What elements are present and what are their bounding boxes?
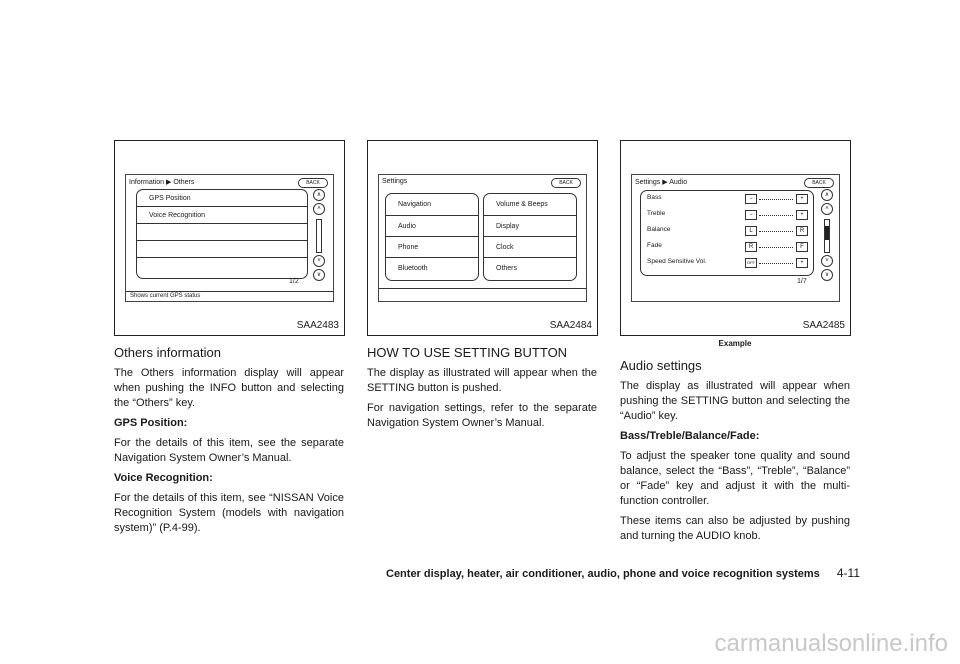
paragraph: To adjust the speaker tone quality and sound balance, select the “Bass”, “Treble”, “Balance” or “Fade” key and adjust it with the multi-function controller. [620, 450, 850, 507]
paragraph: For the details of this item, see the separate Navigation System Owner’s Manual. [114, 437, 344, 464]
speed-vol-level-bar[interactable] [759, 263, 793, 265]
settings-right-list [483, 193, 577, 281]
footer-title: Center display, heater, air conditioner, audio, phone and voice recognition systems [386, 568, 820, 580]
audio-screen [631, 174, 840, 302]
scroll-up-icon[interactable]: ˄ [313, 203, 325, 215]
speed-vol-plus-button[interactable]: + [796, 258, 808, 268]
page-indicator: 1/7 [797, 278, 807, 285]
scroll-bottom-icon[interactable]: ∨ [821, 269, 833, 281]
column-others-information [114, 345, 344, 541]
section-title: Others information [114, 345, 221, 360]
list-item[interactable]: GPS Position [137, 190, 307, 207]
paragraph: The display as illustrated will appear when the SETTING button is pushed. [367, 367, 597, 394]
header-crumb: Others [173, 179, 195, 186]
header-crumb: Audio [669, 179, 688, 186]
back-button[interactable]: BACK [804, 178, 834, 188]
setting-label-treble: Treble [647, 210, 666, 217]
menu-item-others[interactable]: Others [496, 265, 518, 272]
menu-item-volume-beeps[interactable]: Volume & Beeps [484, 194, 576, 216]
setting-label-bass: Bass [647, 194, 662, 201]
page-footer [386, 566, 860, 580]
section-title: Audio settings [620, 358, 702, 373]
menu-item-phone[interactable]: Phone [386, 237, 478, 258]
treble-plus-button[interactable]: + [796, 210, 808, 220]
subheading: Bass/Treble/Balance/Fade: [620, 430, 760, 442]
scroll-down-icon[interactable]: ˅ [821, 255, 833, 267]
scrollbar-thumb[interactable] [825, 226, 829, 240]
scroll-top-icon[interactable]: ∧ [821, 189, 833, 201]
arrow-right-icon: ▶ [662, 179, 668, 186]
column-setting-button [367, 345, 597, 436]
list-item[interactable] [137, 241, 307, 258]
figure-code: SAA2485 [802, 320, 845, 331]
paragraph: For the details of this item, see “NISSAN Voice Recognition System (models with navigation system)” (P.4-99). [114, 492, 344, 534]
figure-code: SAA2484 [549, 320, 592, 331]
treble-level-bar[interactable] [759, 215, 793, 217]
menu-item-bluetooth[interactable]: Bluetooth [398, 265, 428, 272]
settings-screen [378, 174, 587, 302]
fade-rear-button[interactable]: R [745, 242, 757, 252]
back-button[interactable]: BACK [551, 178, 581, 188]
balance-level-bar[interactable] [759, 231, 793, 233]
balance-left-button[interactable]: L [745, 226, 757, 236]
list-item[interactable] [137, 224, 307, 241]
scrollbar[interactable] [316, 219, 322, 253]
others-screen [125, 174, 334, 302]
section-title: HOW TO USE SETTING BUTTON [367, 345, 568, 360]
menu-item-navigation[interactable]: Navigation [386, 194, 478, 216]
screen-header [635, 178, 687, 186]
scrollbar[interactable] [824, 219, 830, 253]
paragraph: The Others information display will appear when pushing the INFO button and selecting the “Others” key. [114, 367, 344, 409]
back-button[interactable]: BACK [298, 178, 328, 188]
fade-front-button[interactable]: F [796, 242, 808, 252]
divider [379, 288, 586, 289]
figure-code: SAA2483 [296, 320, 339, 331]
column-audio-settings [620, 336, 850, 549]
arrow-right-icon: ▶ [165, 179, 172, 186]
menu-item-clock[interactable]: Clock [484, 237, 576, 258]
figure-audio [620, 140, 851, 336]
list-item [137, 258, 307, 276]
status-bar: Shows current GPS status [126, 291, 333, 301]
screen-header [129, 178, 194, 186]
figure-caption: Example [718, 339, 752, 348]
subheading: Voice Recognition: [114, 472, 213, 484]
figure-others [114, 140, 345, 336]
paragraph: These items can also be adjusted by pushing and turning the AUDIO knob. [620, 515, 850, 542]
paragraph: For navigation settings, refer to the separate Navigation System Owner’s Manual. [367, 402, 597, 429]
menu-item-audio[interactable]: Audio [386, 216, 478, 237]
header-crumb: Settings [635, 179, 661, 186]
setting-label-balance: Balance [647, 226, 671, 233]
item-list [136, 189, 308, 279]
bass-minus-button[interactable]: − [745, 194, 757, 204]
watermark: carmanualsonline.info [714, 630, 948, 657]
setting-label-speed-sensitive-vol: Speed Sensitive Vol. [647, 258, 707, 265]
menu-item-display[interactable]: Display [484, 216, 576, 237]
scroll-top-icon[interactable]: ∧ [313, 189, 325, 201]
bass-level-bar[interactable] [759, 199, 793, 201]
screen-header: Settings [382, 178, 408, 185]
paragraph: The display as illustrated will appear when pushing the SETTING button and selecting the “Audio” key. [620, 380, 850, 422]
treble-minus-button[interactable]: − [745, 210, 757, 220]
settings-left-list [385, 193, 479, 281]
page-number: 4-11 [836, 566, 860, 580]
scroll-up-icon[interactable]: ˄ [821, 203, 833, 215]
setting-label-fade: Fade [647, 242, 662, 249]
subheading: GPS Position: [114, 417, 188, 429]
header-crumb: Information [129, 179, 165, 186]
fade-level-bar[interactable] [759, 247, 793, 249]
audio-panel [640, 190, 814, 276]
bass-plus-button[interactable]: + [796, 194, 808, 204]
scroll-down-icon[interactable]: ˅ [313, 255, 325, 267]
list-item[interactable]: Voice Recognition [137, 207, 307, 224]
scroll-bottom-icon[interactable]: ∨ [313, 269, 325, 281]
figure-settings [367, 140, 598, 336]
speed-vol-off-button[interactable]: OFF [745, 258, 757, 268]
page-indicator: 1/2 [289, 278, 299, 285]
balance-right-button[interactable]: R [796, 226, 808, 236]
